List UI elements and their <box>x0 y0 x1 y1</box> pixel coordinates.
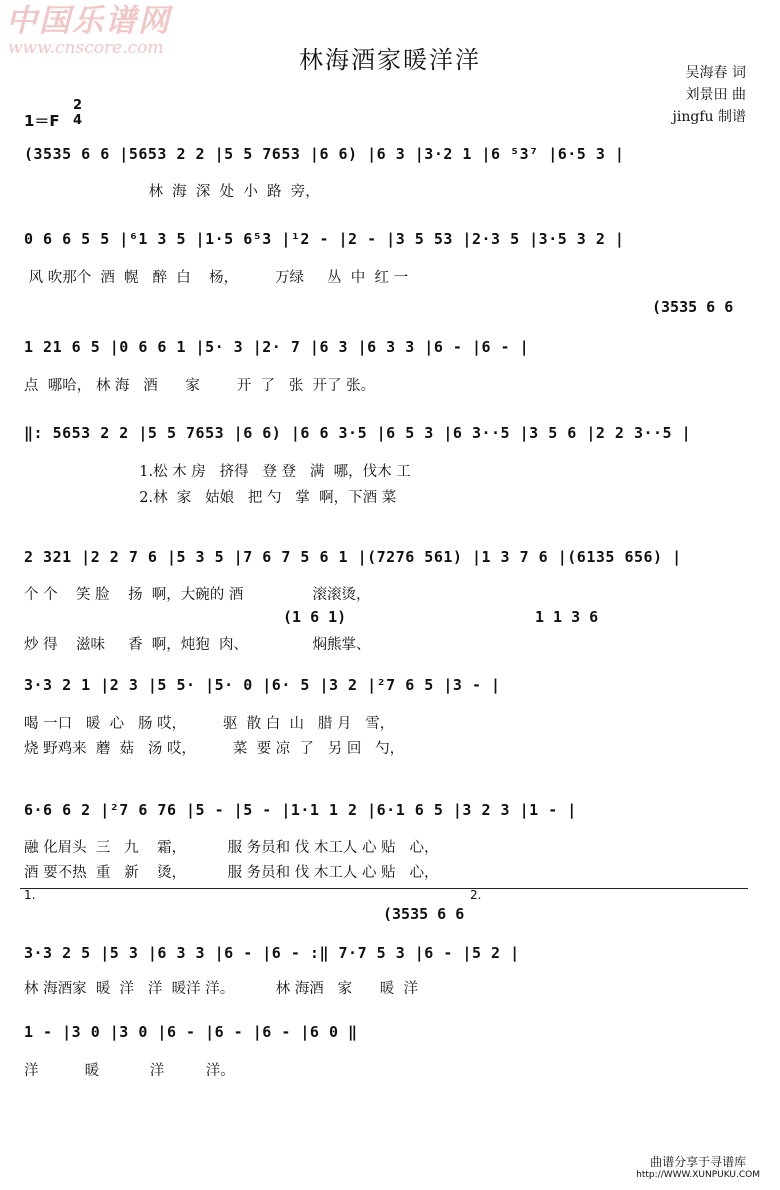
lyricist-credit: 吴海春 词 <box>685 65 746 81</box>
lyric-line-2: 风 吹那个 酒 幌 醉 白 杨， 万绿 丛 中 红 一 <box>24 270 409 286</box>
composer-credit: 刘景田 曲 <box>685 87 746 103</box>
notation-line-8: 3·3 2 5 |5 3 |6 3 3 |6 - |6 - :‖ 7·7 5 3 |6 - |5 2 | <box>24 944 520 962</box>
lyric-line-6b: 烧 野鸡来 蘑 菇 汤 哎， 菜 要 凉 了 另 回 勺， <box>24 741 405 757</box>
notation-line-6: 3·3 2 1 |2 3 |5 5· |5· 0 |6· 5 |3 2 |²7 6 5 |3 - | <box>24 676 501 694</box>
lyric-line-4b: 2.林 家 姑娘 把 勺 掌 啊，下酒 菜 <box>24 490 397 506</box>
lyric-line-5a: 个 个 笑 脸 扬 啊，大碗的 酒 滚滚烫， <box>24 587 371 603</box>
verse2-notes-b: 1 1 3 6 <box>535 608 599 626</box>
volta-bracket-line <box>20 888 748 889</box>
watermark-site-name: 中国乐谱网 <box>6 3 171 39</box>
verse2-notes-a: (1 6 1) <box>283 608 347 626</box>
watermark-url: www.cnscore.com <box>8 38 164 58</box>
notation-line-4: ‖: 5653 2 2 |5 5 7653 |6 6) |6 6 3·5 |6 5 3 |6 3··5 |3 5 6 |2 2 3··5 | <box>24 424 692 442</box>
notation-line-9: 1 - |3 0 |3 0 |6 - |6 - |6 - |6 0 ‖ <box>24 1023 358 1041</box>
notation-line-2: 0 6 6 5 5 |⁶1 3 5 |1·5 6⁵3 |¹2 - |2 - |3 5 53 |2·3 5 |3·5 3 2 | <box>24 230 625 248</box>
lyric-line-9: 洋 暖 洋 洋。 <box>24 1063 235 1079</box>
notation-line-5: 2 321 |2 2 7 6 |5 3 5 |7 6 7 5 6 1 |(7276 561) |1 3 7 6 |(6135 656) | <box>24 548 682 566</box>
footer-site: 曲谱分享于寻谱库 <box>650 1155 747 1169</box>
lyric-line-7b: 酒 要不热 重 新 烫， 服 务员和 伐 木工人 心 贴 心， <box>24 865 439 881</box>
key-signature: 1＝F <box>24 112 60 130</box>
footer <box>636 1153 760 1180</box>
notation-line-1: (3535 6 6 |5653 2 2 |5 5 7653 |6 6) |6 3 |3·2 1 |6 ⁵3⁷ |6·5 3 | <box>24 145 625 163</box>
lyric-line-8: 林 海酒家 暖 洋 洋 暖洋 洋。 林 海酒 家 暖 洋 <box>24 981 418 997</box>
lyric-line-3: 点 哪哈， 林 海 酒 家 开 了 张 开了 张。 <box>24 378 376 394</box>
intro-pickup-2: (3535 6 6 <box>383 905 465 923</box>
time-signature-bottom: 4 <box>73 113 83 128</box>
time-signature-top: 2 <box>73 98 83 113</box>
intro-pickup-1: (3535 6 6 <box>652 298 734 316</box>
lyric-line-7a: 融 化眉头 三 九 霜， 服 务员和 伐 木工人 心 贴 心， <box>24 840 439 856</box>
song-title: 林海酒家暖洋洋 <box>299 46 481 74</box>
notation-line-3: 1 21 6 5 |0 6 6 1 |5· 3 |2· 7 |6 3 |6 3 3 |6 - |6 - | <box>24 338 530 356</box>
footer-url[interactable]: http://WWW.XUNPUKU.COM <box>636 1170 760 1180</box>
lyric-line-5b: 炒 得 滋味 香 啊，炖狍 肉、 焖熊掌、 <box>24 637 371 653</box>
arranger-credit: jingfu 制谱 <box>672 109 746 125</box>
volta-first-ending: 1. <box>24 888 36 902</box>
volta-second-ending: 2. <box>470 888 482 902</box>
lyric-line-6a: 喝 一口 暖 心 肠 哎， 驱 散 白 山 腊 月 雪， <box>24 716 395 732</box>
notation-line-7: 6·6 6 2 |²7 6 76 |5 - |5 - |1·1 1 2 |6·1 6 5 |3 2 3 |1 - | <box>24 801 577 819</box>
lyric-line-4a: 1.松 木 房 挤得 登 登 满 哪，伐木 工 <box>24 464 411 480</box>
lyric-line-1: 林 海 深 处 小 路 旁， <box>24 184 320 200</box>
